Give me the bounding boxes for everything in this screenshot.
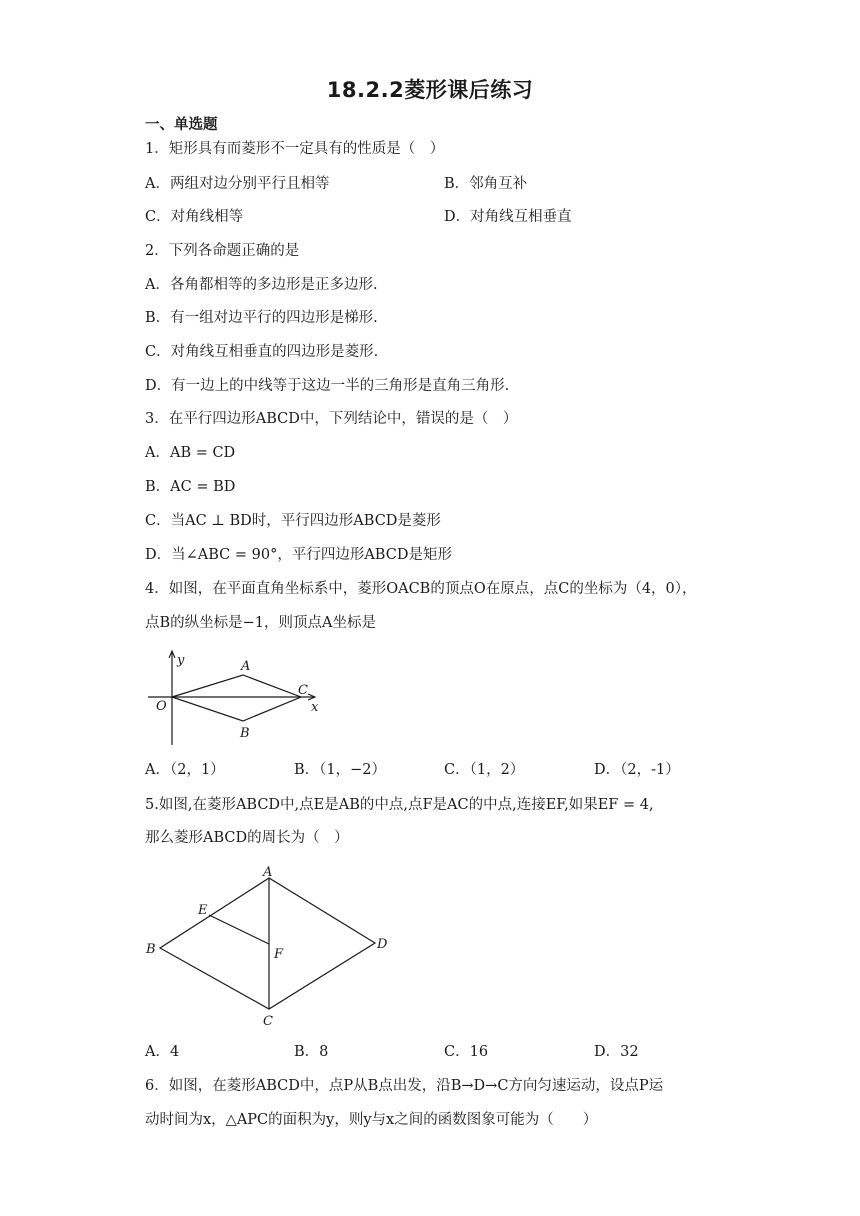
q2-option-a: A．各角都相等的多边形是正多边形. bbox=[145, 277, 378, 293]
q3-option-c: C．当AC ⊥ BD时，平行四边形ABCD是菱形 bbox=[145, 513, 441, 529]
q5-option-a: A．4 bbox=[145, 1044, 180, 1060]
q6-stem-line2: 动时间为x，△APC的面积为y，则y与x之间的函数图象可能为（ ） bbox=[145, 1112, 598, 1128]
q4-rhombus-figure bbox=[143, 648, 333, 748]
q3-option-b: B．AC = BD bbox=[145, 479, 236, 495]
label-o: O bbox=[156, 699, 167, 714]
q4-option-b: B．（1，−2） bbox=[294, 762, 387, 778]
q2-option-b: B．有一组对边平行的四边形是梯形. bbox=[145, 310, 378, 326]
q1-option-b: B．邻角互补 bbox=[444, 176, 528, 192]
q4-option-c: C．（1，2） bbox=[444, 762, 525, 778]
q2-option-d: D．有一边上的中线等于这边一半的三角形是直角三角形. bbox=[145, 378, 510, 394]
label-b: B bbox=[240, 726, 250, 741]
q4-stem-line1: 4．如图，在平面直角坐标系中，菱形OACB的顶点O在原点，点C的坐标为（4，0）， bbox=[145, 581, 697, 597]
q4-option-a: A．（2，1） bbox=[145, 762, 225, 778]
page-title: 18.2.2菱形课后练习 bbox=[326, 78, 534, 102]
section-heading: 一、单选题 bbox=[145, 117, 218, 133]
q2-option-c: C．对角线互相垂直的四边形是菱形. bbox=[145, 344, 379, 360]
x-axis-label: x bbox=[311, 700, 319, 715]
segment-ef bbox=[209, 915, 269, 944]
q5-option-d: D．32 bbox=[594, 1044, 639, 1060]
q1-option-c: C．对角线相等 bbox=[145, 209, 244, 225]
q2-stem: 2．下列各命题正确的是 bbox=[145, 243, 300, 259]
label-b: B bbox=[146, 942, 156, 957]
q1-stem: 1．矩形具有而菱形不一定具有的性质是（ ） bbox=[145, 141, 445, 157]
q5-option-b: B．8 bbox=[294, 1044, 329, 1060]
q1-option-a: A．两组对边分别平行且相等 bbox=[145, 176, 330, 192]
label-f: F bbox=[274, 947, 284, 962]
q6-stem-line1: 6．如图，在菱形ABCD中，点P从B点出发，沿B→D→C方向匀速运动，设点P运 bbox=[145, 1078, 664, 1094]
rhombus-oacb bbox=[172, 675, 301, 721]
q5-rhombus-figure bbox=[143, 860, 393, 1030]
q4-option-d: D．（2，-1） bbox=[594, 762, 680, 778]
label-e: E bbox=[198, 903, 208, 918]
q5-stem-line1: 5.如图,在菱形ABCD中,点E是AB的中点,点F是AC的中点,连接EF,如果EF = 4, bbox=[145, 797, 654, 813]
label-c: C bbox=[263, 1014, 273, 1029]
q3-stem: 3．在平行四边形ABCD中，下列结论中，错误的是（ ） bbox=[145, 411, 518, 427]
q1-option-d: D．对角线互相垂直 bbox=[444, 209, 572, 225]
label-a: A bbox=[241, 659, 251, 674]
label-a: A bbox=[263, 865, 273, 880]
label-c: C bbox=[298, 683, 308, 698]
y-axis-label: y bbox=[177, 653, 185, 668]
q3-option-d: D．当∠ABC = 90°，平行四边形ABCD是矩形 bbox=[145, 547, 452, 563]
q5-stem-line2: 那么菱形ABCD的周长为（ ） bbox=[145, 830, 349, 846]
q5-option-c: C．16 bbox=[444, 1044, 489, 1060]
q4-stem-line2: 点B的纵坐标是−1，则顶点A坐标是 bbox=[145, 615, 377, 631]
label-d: D bbox=[377, 937, 388, 952]
q3-option-a: A．AB = CD bbox=[145, 445, 236, 461]
